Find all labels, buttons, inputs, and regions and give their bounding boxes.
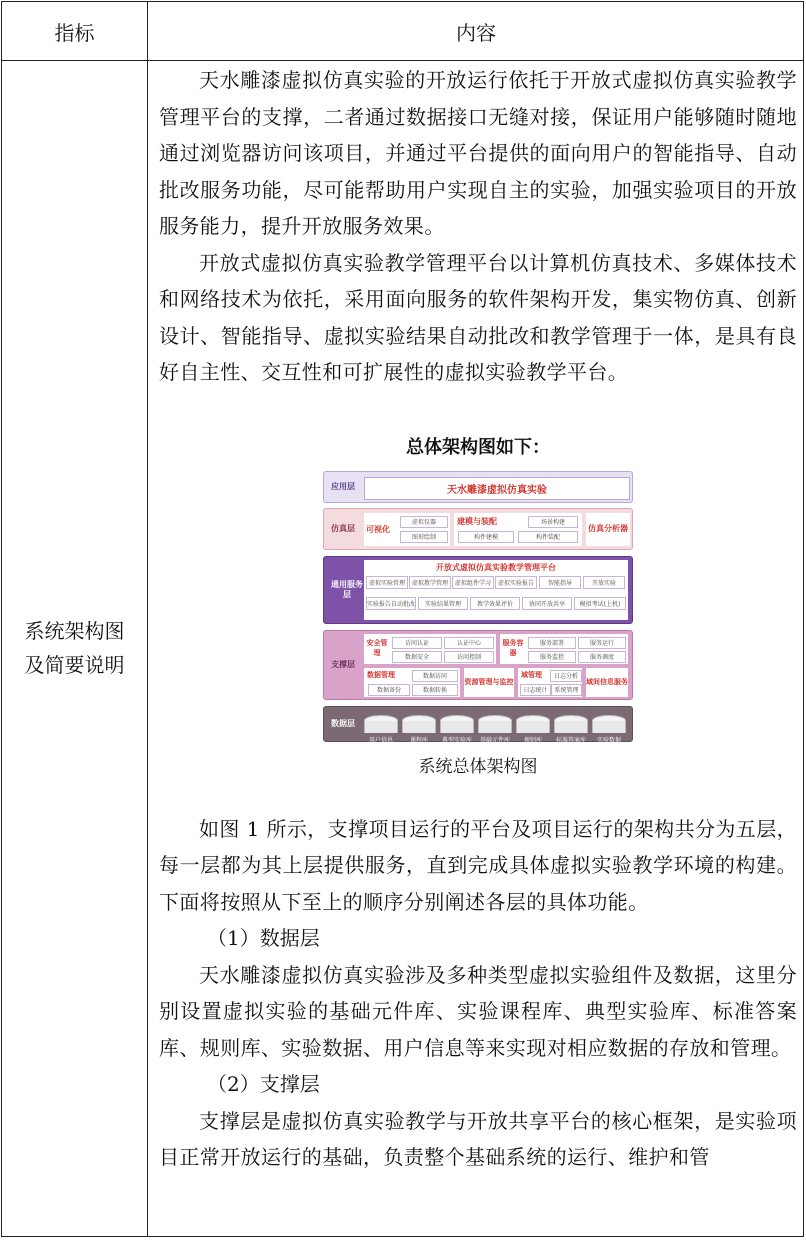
support-item: 访问认证 [392, 637, 442, 649]
sim-item: 场景构建 [528, 516, 578, 528]
database-icon [592, 715, 626, 744]
support-item: 数据转换 [412, 684, 458, 696]
service-item: 虚拟实验管理 [366, 576, 408, 589]
support-item: 认证中心 [444, 637, 494, 649]
database-label: 实验数据 [596, 736, 621, 744]
support-item: 服务监控 [528, 651, 576, 663]
header-indicator: 指标 [54, 20, 95, 45]
layer-service-tag: 通用服务层 [331, 579, 363, 599]
sim-item: 图形绘制 [400, 531, 448, 543]
support-container [500, 634, 628, 664]
database-icon [402, 715, 436, 744]
support-container-label: 服务容器 [502, 638, 524, 657]
service-item: 虚拟组件学习 [452, 576, 494, 589]
service-platform [364, 560, 628, 620]
support-item: 服务部署 [528, 637, 576, 649]
support-item: 日志分析 [550, 670, 582, 682]
sim-group-visual-label: 可视化 [366, 524, 390, 534]
sim-item: 构件装配 [518, 531, 578, 543]
figure-caption: 系统总体架构图 [418, 756, 538, 777]
support-item: 服务调度 [578, 651, 626, 663]
service-item: 虚拟教学管理 [409, 576, 451, 589]
layer-sim-tag: 仿真层 [331, 524, 355, 533]
database-icon [364, 715, 398, 744]
service-item: 开放实验 [583, 576, 625, 589]
support-item: 数据备份 [368, 684, 410, 696]
paragraph: 开放式虚拟仿真实验教学管理平台以计算机仿真技术、多媒体技术和网络技术为依托，采用面向服务的软件架构开发，集实物仿真、创新设计、智能指导、虚拟实验结果自动批改和教学管理于一体，是具有良好自主性、交互性和可扩展性的虚拟实验教学平台。 [159, 250, 797, 384]
section-heading: （1）数据层 [207, 926, 320, 950]
paragraph: 如图 1 所示，支撑项目运行的平台及项目运行的架构共分为五层，每一层都为其上层提供服务，直到完成具体虚拟实验教学环境的构建。下面将按照从下至上的顺序分别阐述各层的具体功能。 [159, 816, 797, 914]
support-domain-mgmt [518, 668, 582, 697]
support-inter-domain: 域间信息服务 [586, 668, 628, 697]
paragraph: 支撑层是虚拟仿真实验教学与开放共享平台的核心框架，是实验项目正常开放运行的基础，负责整个基础系统的运行、维护和管 [159, 1108, 797, 1169]
database-icon [554, 715, 588, 744]
sim-group-modeling [454, 513, 582, 546]
layer-support-tag: 支撑层 [331, 660, 355, 669]
layer-data [323, 706, 633, 742]
support-item: 数据安全 [392, 651, 442, 663]
support-item: 日志统计 [520, 684, 551, 696]
service-platform-title: 开放式虚拟仿真实验教学管理平台 [436, 562, 556, 572]
support-item: 数据访问 [412, 670, 458, 682]
content-cell [159, 62, 797, 1176]
layer-app [323, 471, 633, 503]
database-icon [478, 715, 512, 744]
database-label: 课程库 [409, 736, 428, 744]
service-item: 虚拟实验报告 [495, 576, 537, 589]
layer-service [323, 556, 633, 624]
database-label: 规则库 [523, 736, 542, 744]
info-table [1, 1, 804, 1237]
row-label [2, 614, 147, 682]
database-label: 典型实验库 [441, 736, 472, 744]
sim-item: 构件建模 [458, 531, 514, 543]
sim-item: 虚拟仪器 [400, 516, 448, 528]
layer-data-tag: 数据层 [331, 719, 355, 728]
support-data-mgmt-label: 数据管理 [367, 670, 395, 679]
column-divider [147, 2, 148, 1236]
layer-support [323, 630, 633, 700]
service-item: 教学效果评价 [470, 597, 520, 610]
architecture-diagram [323, 471, 633, 742]
paragraph: 天水雕漆虚拟仿真实验涉及多种类型虚拟实验组件及数据，这里分别设置虚拟实验的基础元件库、实验课程库、典型实验库、标准答案库、规则库、实验数据、用户信息等来实现对相应数据的存放和管理。 [159, 962, 797, 1060]
support-resource-monitor: 资源管理与监控 [464, 668, 514, 697]
service-item: 实验报告自动批改 [366, 597, 416, 610]
section-heading: （2）支撑层 [207, 1072, 320, 1096]
header-divider [2, 60, 803, 61]
service-item: 协同开放共享 [522, 597, 572, 610]
service-item: 实验结果管理 [418, 597, 468, 610]
app-main-box: 天水雕漆虚拟仿真实验 [364, 477, 630, 500]
support-security [364, 634, 496, 664]
database-label: 用户信息 [368, 736, 393, 744]
service-item: 模拟考试(上机) [574, 597, 626, 610]
figure-title: 总体架构图如下： [406, 436, 550, 458]
row-label-line-2: 及简要说明 [24, 653, 125, 677]
database-label: 标准答案库 [555, 736, 586, 744]
header-content: 内容 [456, 20, 496, 45]
support-domain-mgmt-label: 域管理 [521, 670, 542, 679]
database-icon [440, 715, 474, 744]
support-item: 访问控制 [444, 651, 494, 663]
database-icon [516, 715, 550, 744]
layer-sim [323, 508, 633, 550]
support-item: 系统管理 [551, 684, 582, 696]
sim-group-visual [364, 513, 450, 546]
support-security-label: 安全管理 [366, 638, 388, 657]
row-label-line-1: 系统架构图 [24, 619, 125, 643]
database-label: 基础元件库 [479, 736, 510, 744]
sim-analyzer: 仿真分析器 [586, 513, 630, 546]
paragraph: 天水雕漆虚拟仿真实验的开放运行依托于开放式虚拟仿真实验教学管理平台的支撑，二者通过数据接口无缝对接，保证用户能够随时随地通过浏览器访问该项目，并通过平台提供的面向用户的智能指导、自动批改服务功能，尽可能帮助用户实现自主的实验，加强实验项目的开放服务能力，提升开放服务效果。 [159, 68, 797, 238]
support-item: 服务运行 [578, 637, 626, 649]
layer-app-tag: 应用层 [331, 482, 355, 491]
sim-group-modeling-label: 建模与装配 [457, 516, 497, 526]
support-data-mgmt [364, 668, 460, 697]
service-item: 智能指导 [539, 576, 581, 589]
